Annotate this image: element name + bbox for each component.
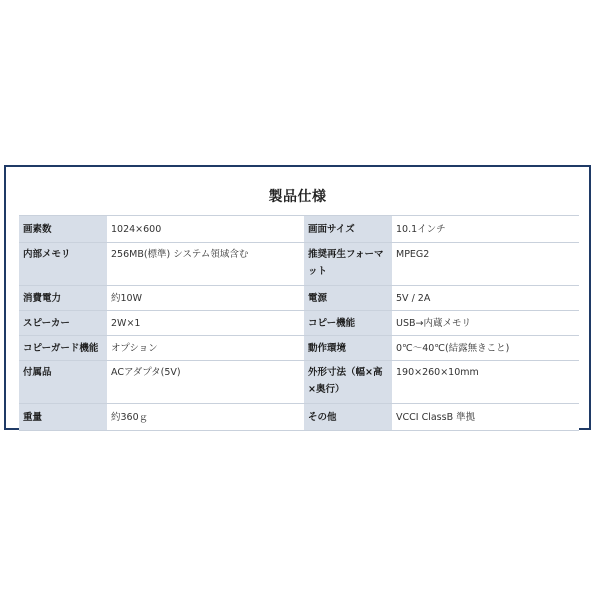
spec-value: USB→内蔵メモリ xyxy=(392,311,579,335)
spec-label: 外形寸法（幅×高×奥行） xyxy=(304,361,392,403)
spec-label: その他 xyxy=(304,404,392,430)
spec-label: 電源 xyxy=(304,286,392,310)
spec-row xyxy=(19,361,579,404)
spec-table xyxy=(19,215,579,431)
spec-label: 重量 xyxy=(19,404,107,430)
spec-value: オプション xyxy=(107,336,304,360)
spec-value: 約10W xyxy=(107,286,304,310)
spec-label: スピーカー xyxy=(19,311,107,335)
spec-row xyxy=(19,286,579,311)
spec-value: MPEG2 xyxy=(392,243,579,285)
spec-label: 内部メモリ xyxy=(19,243,107,285)
spec-panel xyxy=(4,165,591,430)
spec-row xyxy=(19,215,579,243)
spec-label: 消費電力 xyxy=(19,286,107,310)
spec-label: 付属品 xyxy=(19,361,107,403)
spec-row xyxy=(19,311,579,336)
spec-value: 10.1インチ xyxy=(392,216,579,242)
spec-value: 1024×600 xyxy=(107,216,304,242)
spec-value: 2W×1 xyxy=(107,311,304,335)
spec-value: 256MB(標準) システム領域含む xyxy=(107,243,304,285)
spec-label: 動作環境 xyxy=(304,336,392,360)
spec-label: 画素数 xyxy=(19,216,107,242)
spec-label: コピーガード機能 xyxy=(19,336,107,360)
spec-row xyxy=(19,336,579,361)
spec-value: 約360ｇ xyxy=(107,404,304,430)
spec-title: 製品仕様 xyxy=(268,189,327,205)
spec-value: VCCI ClassB 準拠 xyxy=(392,404,579,430)
spec-label: 画面サイズ xyxy=(304,216,392,242)
spec-value: 5V / 2A xyxy=(392,286,579,310)
spec-row xyxy=(19,404,579,431)
spec-label: コピー機能 xyxy=(304,311,392,335)
spec-value: 190×260×10mm xyxy=(392,361,579,403)
spec-value: 0℃〜40℃(結露無きこと) xyxy=(392,336,579,360)
spec-label: 推奨再生フォーマット xyxy=(304,243,392,285)
spec-value: ACアダプタ(5V) xyxy=(107,361,304,403)
spec-row xyxy=(19,243,579,286)
